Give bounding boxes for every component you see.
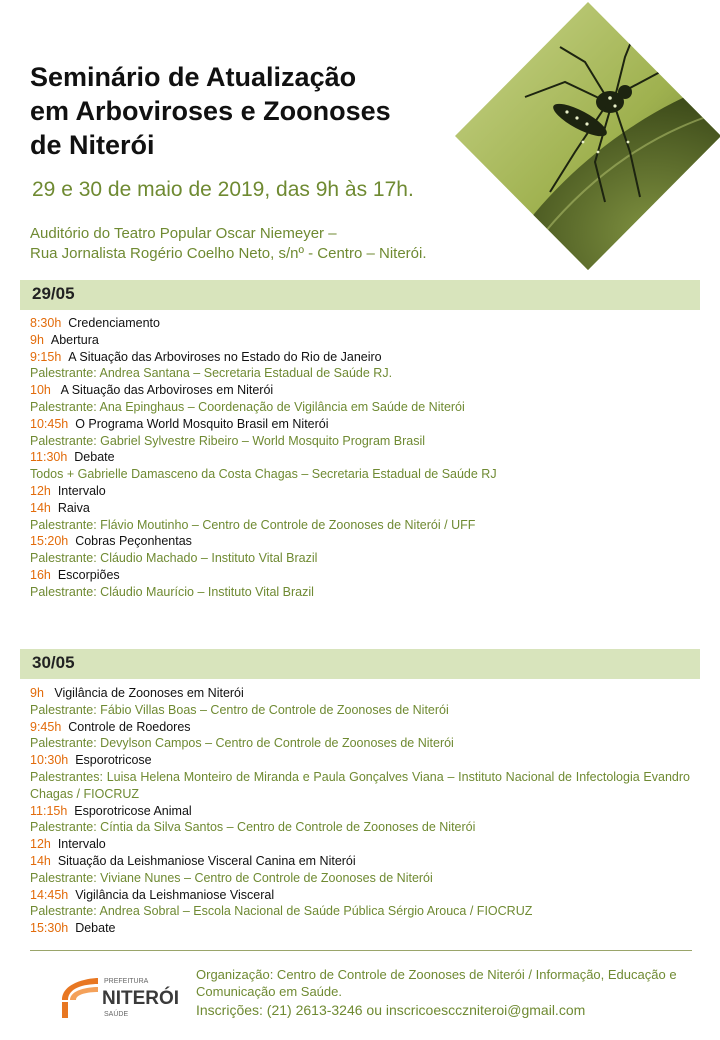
item-time: 11:15h: [30, 803, 68, 818]
schedule-item: [30, 752, 690, 769]
item-time: 11:30h: [30, 450, 68, 465]
item-title: Intervalo: [57, 837, 106, 852]
day-label: 29/05: [32, 284, 75, 303]
day-header-30-05: [20, 649, 700, 679]
title-line-3: de Niterói: [30, 130, 155, 160]
item-time: 10:45h: [30, 416, 69, 431]
item-time: 9h: [30, 332, 44, 347]
item-title: Escorpiões: [57, 567, 120, 582]
seminar-title: [30, 60, 450, 162]
speaker-line: Todos + Gabrielle Damasceno da Costa Chagas – Secretaria Estadual de Saúde RJ: [30, 467, 497, 482]
logo-sub-text: SAÚDE: [104, 1011, 129, 1018]
schedule-item: [30, 887, 690, 904]
item-time: 8:30h: [30, 316, 62, 330]
inscricoes-text: Inscrições: (21) 2613-3246 ou inscricoescczniteroi@gmail.com: [196, 1002, 586, 1018]
speaker-line: Palestrante: Cláudio Maurício – Instituto Vital Brazil: [30, 584, 314, 599]
item-title: O Programa World Mosquito Brasil em Niterói: [75, 416, 329, 431]
item-title: Esporotricose: [75, 753, 152, 768]
item-title: A Situação das Arboviroses em Niterói: [57, 383, 274, 398]
mosquito-photo: [455, 2, 720, 270]
schedule-item: [30, 449, 690, 466]
item-time: 15:30h: [30, 921, 69, 936]
footer-divider: [30, 950, 692, 951]
event-date: 29 e 30 de maio de 2019, das 9h às 17h.: [32, 178, 414, 201]
item-title: Cobras Peçonhentas: [75, 534, 192, 549]
item-time: 12h: [30, 483, 51, 498]
item-title: Debate: [75, 921, 116, 936]
schedule-item: [30, 920, 690, 937]
day-label: 30/05: [32, 653, 75, 672]
item-time: 9h: [30, 686, 44, 700]
item-title: Credenciamento: [68, 316, 160, 330]
item-time: 9:45h: [30, 719, 62, 734]
item-title: Debate: [74, 450, 115, 465]
item-title: Vigilância da Leishmaniose Visceral: [75, 887, 275, 902]
event-venue: [30, 224, 427, 264]
schedule-item: [30, 836, 690, 853]
speaker-line: Palestrante: Fábio Villas Boas – Centro de Controle de Zoonoses de Niterói: [30, 702, 449, 717]
schedule-item: [30, 332, 690, 349]
item-title: Abertura: [50, 332, 99, 347]
item-time: 14h: [30, 500, 51, 515]
prefeitura-niteroi-logo: [60, 970, 180, 1022]
item-time: 16h: [30, 567, 51, 582]
item-time: 12h: [30, 837, 51, 852]
schedule-item: [30, 483, 690, 500]
speaker-line: Palestrantes: Luisa Helena Monteiro de Miranda e Paula Gonçalves Viana – Instituto Nacional de Infectologia Evandro Chagas / FIOCRUZ: [30, 769, 690, 801]
organizacao-text: Organização: Centro de Controle de Zoonoses de Niterói / Informação, Educação e Comunicação em Saúde.: [196, 967, 677, 999]
speaker-line: Palestrante: Andrea Santana – Secretaria Estadual de Saúde RJ.: [30, 366, 393, 381]
speaker-line: Palestrante: Flávio Moutinho – Centro de Controle de Zoonoses de Niterói / UFF: [30, 517, 476, 532]
schedule-day-2: [30, 685, 690, 937]
item-title: Vigilância de Zoonoses em Niterói: [50, 686, 244, 700]
day-header-29-05: [20, 280, 700, 310]
schedule-item: [30, 719, 690, 736]
schedule-item: [30, 567, 690, 584]
speaker-line: Palestrante: Gabriel Sylvestre Ribeiro – World Mosquito Program Brasil: [30, 433, 426, 448]
item-time: 15:20h: [30, 534, 69, 549]
speaker-line: Palestrante: Devylson Campos – Centro de Controle de Zoonoses de Niterói: [30, 736, 454, 751]
venue-line-2: Rua Jornalista Rogério Coelho Neto, s/nº - Centro – Niterói.: [30, 245, 427, 262]
item-title: Raiva: [57, 500, 90, 515]
logo-main-text: NITERÓI: [102, 988, 180, 1009]
item-title: Intervalo: [57, 483, 106, 498]
schedule-item: [30, 416, 690, 433]
item-time: 14h: [30, 853, 51, 868]
item-title: Esporotricose Animal: [74, 803, 192, 818]
schedule-item: [30, 803, 690, 820]
schedule-item: [30, 533, 690, 550]
schedule-item: [30, 382, 690, 399]
speaker-line: Palestrante: Cíntia da Silva Santos – Centro de Controle de Zoonoses de Niterói: [30, 820, 476, 835]
schedule-item: [30, 500, 690, 517]
item-time: 9:15h: [30, 349, 62, 364]
item-title: Controle de Roedores: [68, 719, 191, 734]
speaker-line: Palestrante: Viviane Nunes – Centro de Controle de Zoonoses de Niterói: [30, 870, 433, 885]
venue-line-1: Auditório do Teatro Popular Oscar Niemeyer –: [30, 225, 337, 242]
title-line-1: Seminário de Atualização: [30, 62, 357, 92]
item-time: 10h: [30, 383, 51, 398]
schedule-day-1: [30, 315, 690, 601]
speaker-line: Palestrante: Ana Epinghaus – Coordenação de Vigilância em Saúde de Niterói: [30, 399, 465, 414]
schedule-item: [30, 349, 690, 366]
title-line-2: em Arboviroses e Zoonoses: [30, 96, 391, 126]
item-title: Situação da Leishmaniose Visceral Canina em Niterói: [57, 853, 356, 868]
speaker-line: Palestrante: Cláudio Machado – Instituto Vital Brazil: [30, 551, 318, 566]
item-title: A Situação das Arboviroses no Estado do Rio de Janeiro: [68, 349, 382, 364]
speaker-line: Palestrante: Andrea Sobral – Escola Nacional de Saúde Pública Sérgio Arouca / FIOCRUZ: [30, 904, 533, 919]
schedule-item: [30, 315, 690, 332]
item-time: 14:45h: [30, 887, 69, 902]
logo-top-text: PREFEITURA: [104, 978, 149, 985]
schedule-item: [30, 853, 690, 870]
item-time: 10:30h: [30, 753, 69, 768]
schedule-item: [30, 685, 690, 702]
